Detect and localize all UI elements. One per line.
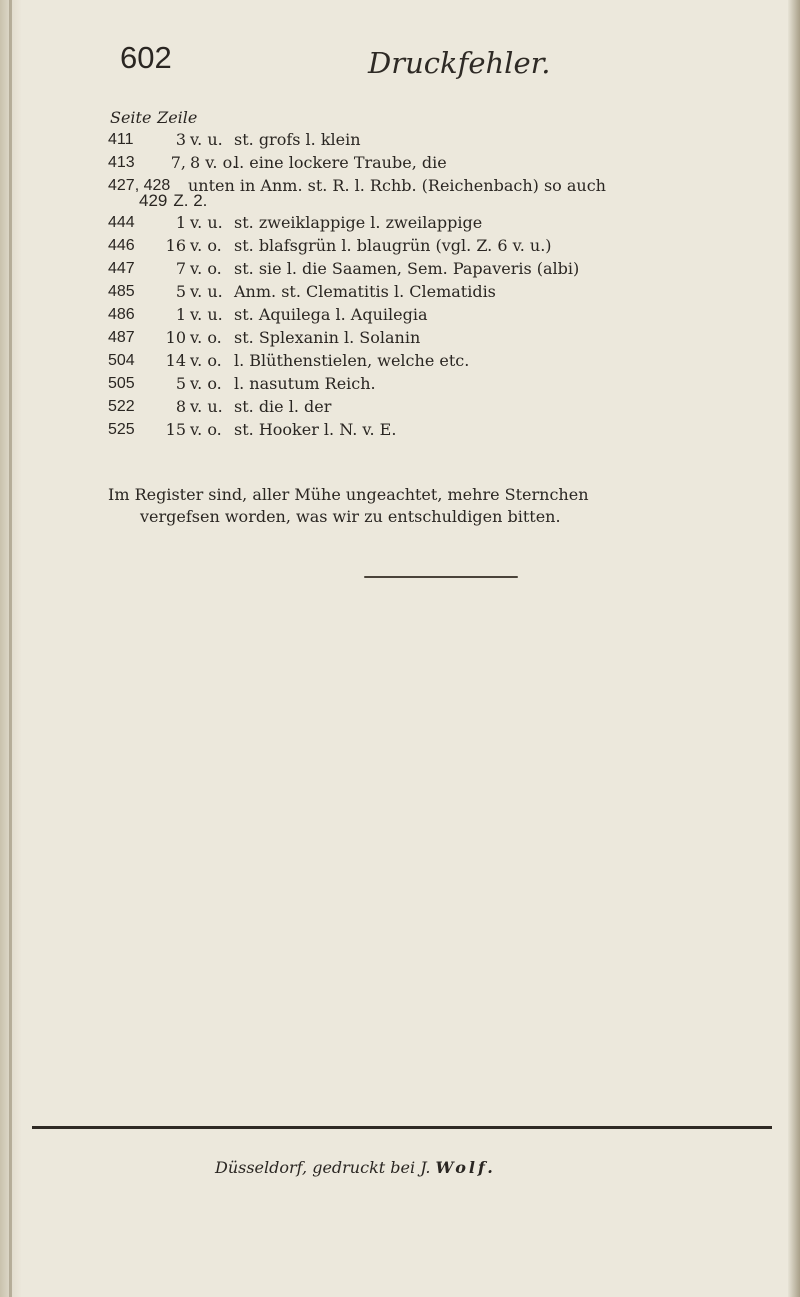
errata-position: v. o.: [190, 328, 222, 347]
errata-continuation: [139, 189, 213, 212]
errata-page: 486: [108, 306, 135, 323]
errata-page: 505: [108, 375, 135, 392]
footer-rule: [32, 1126, 772, 1129]
errata-correction: unten in Anm. st. R. l. Rchb. (Reichenbach) so auch: [188, 176, 606, 195]
errata-position: v. u.: [190, 397, 223, 416]
errata-position: v. o.: [190, 420, 222, 439]
errata-page: 447: [108, 260, 135, 277]
errata-page: 413: [108, 154, 135, 171]
errata-row: [108, 303, 798, 326]
errata-position: v. u.: [190, 305, 223, 324]
errata-line: 15: [165, 420, 186, 439]
page-number: 602: [120, 40, 172, 75]
errata-row: [108, 280, 798, 303]
decorative-rule: [364, 576, 518, 578]
errata-page: 487: [108, 329, 135, 346]
errata-position: v. o.: [190, 374, 222, 393]
errata-row: [108, 151, 798, 174]
errata-row: [108, 418, 798, 441]
imprint-printer: Wolf.: [435, 1158, 496, 1177]
errata-page: 429: [139, 191, 168, 210]
errata-correction: st. Splexanin l. Solanin: [234, 328, 421, 347]
errata-correction: l. nasutum Reich.: [234, 374, 376, 393]
errata-line: 16: [165, 236, 186, 255]
errata-row-continuation: [108, 189, 798, 211]
errata-page: 446: [108, 237, 135, 254]
imprint-place: Düsseldorf,: [215, 1158, 308, 1177]
errata-line: 10: [165, 328, 186, 347]
errata-correction: st. grofs l. klein: [234, 130, 361, 149]
errata-line: Z. 2.: [173, 191, 208, 210]
errata-row: [108, 211, 798, 234]
errata-correction: st. zweiklappige l. zweilappige: [234, 213, 483, 232]
errata-position: v. o.: [190, 236, 222, 255]
errata-row: [108, 257, 798, 280]
errata-position: v. o.: [190, 351, 222, 370]
errata-page: 444: [108, 214, 135, 231]
errata-line: 5: [175, 374, 186, 393]
imprint-middle: gedruckt bei J.: [312, 1158, 431, 1177]
errata-line: 8: [175, 397, 186, 416]
errata-page: 522: [108, 398, 135, 415]
errata-row: [108, 372, 798, 395]
page-title: Druckfehler.: [368, 46, 551, 80]
errata-position: v. o.: [190, 259, 222, 278]
errata-line: 7: [175, 259, 186, 278]
errata-row: [108, 128, 798, 151]
errata-row: [108, 326, 798, 349]
errata-page: 427, 428: [108, 177, 171, 194]
errata-line: 1: [175, 305, 186, 324]
errata-correction: st. Aquilega l. Aquilegia: [234, 305, 428, 324]
errata-page: 525: [108, 421, 135, 438]
errata-line: 1: [175, 213, 186, 232]
errata-correction: st. die l. der: [234, 397, 332, 416]
errata-row: [108, 395, 798, 418]
errata-page: 504: [108, 352, 135, 369]
errata-page: 485: [108, 283, 135, 300]
errata-header: [110, 108, 197, 127]
errata-correction: l. Blüthenstielen, welche etc.: [234, 351, 470, 370]
errata-position: v. u.: [190, 130, 223, 149]
errata-row: [108, 234, 798, 257]
errata-page: 411: [108, 131, 134, 148]
errata-row: [108, 349, 798, 372]
errata-position: 8 v. o.: [190, 153, 238, 172]
errata-line: 7,: [170, 153, 186, 172]
register-note: [108, 484, 798, 528]
errata-line: 3: [175, 130, 186, 149]
errata-line: 5: [175, 282, 186, 301]
header-line-column: Zeile: [157, 108, 198, 127]
header-page-column: Seite: [110, 108, 152, 127]
errata-correction: st. blafsgrün l. blaugrün (vgl. Z. 6 v. u.): [234, 236, 552, 255]
errata-correction: Anm. st. Clematitis l. Clematidis: [234, 282, 496, 301]
book-spine-shadow: [0, 0, 22, 1297]
errata-line: 14: [165, 351, 186, 370]
errata-position: v. u.: [190, 213, 223, 232]
note-line: vergefsen worden, was wir zu entschuldigen bitten.: [140, 507, 561, 526]
errata-correction: st. Hooker l. N. v. E.: [234, 420, 397, 439]
errata-list: [108, 128, 798, 441]
note-line: Im Register sind, aller Mühe ungeachtet, mehre Sternchen: [108, 485, 589, 504]
printer-imprint: [215, 1158, 496, 1177]
errata-correction: l. eine lockere Traube, die: [234, 153, 447, 172]
errata-correction: st. sie l. die Saamen, Sem. Papaveris (albi): [234, 259, 580, 278]
errata-position: v. u.: [190, 282, 223, 301]
